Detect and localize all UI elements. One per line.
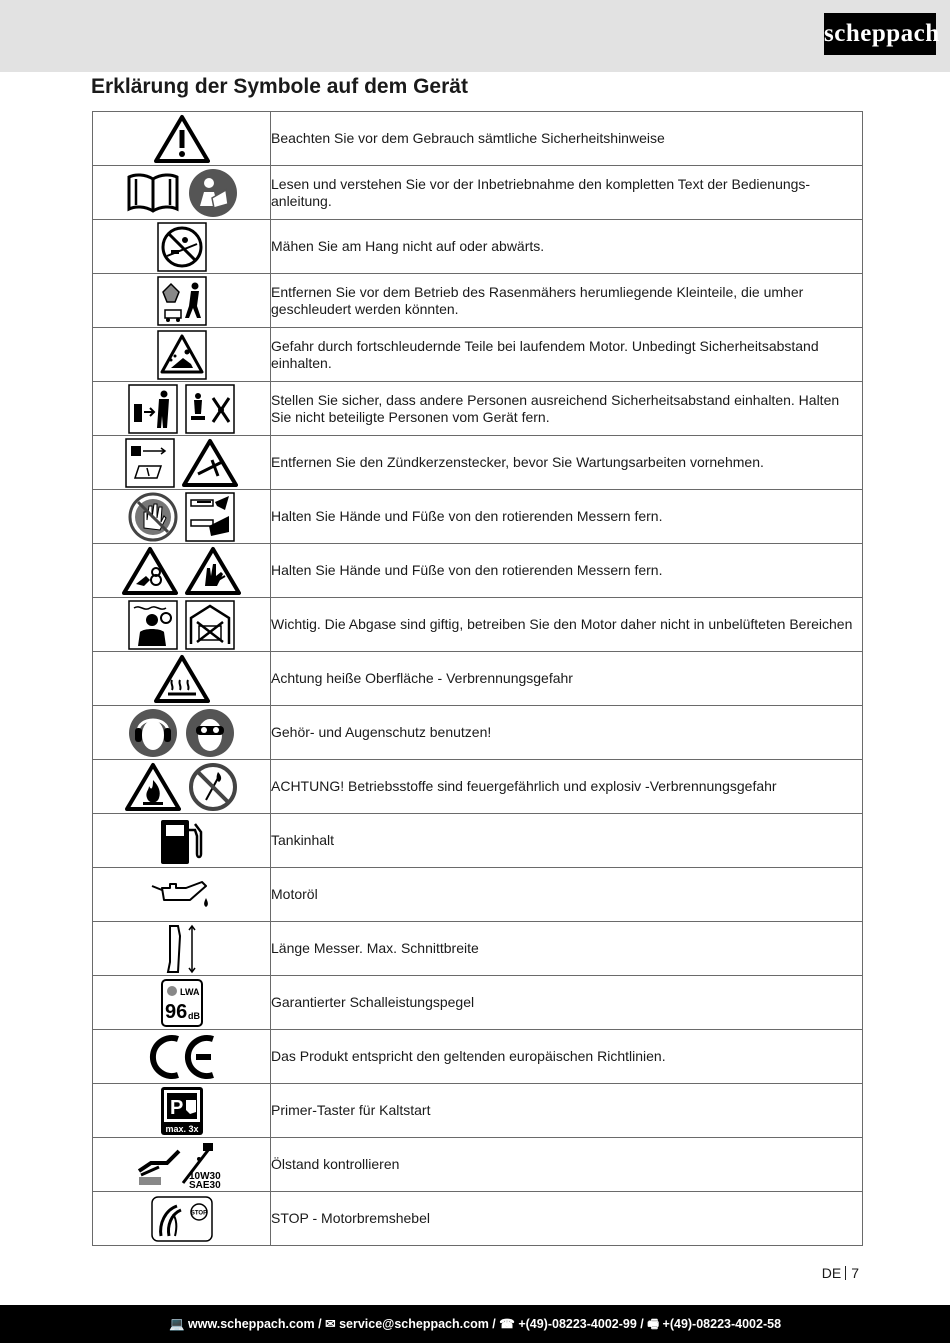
symbol-description: Lesen und verstehen Sie vor der Inbetriebnahme den kompletten Text der Bedienungs-anleitung. — [271, 166, 863, 220]
safety-distance-icon — [128, 384, 178, 434]
maintenance-warning-icon — [182, 438, 238, 488]
table-row — [93, 976, 863, 1030]
email-link[interactable]: service@scheppach.com — [339, 1317, 489, 1331]
symbol-description: Das Produkt entspricht den geltenden europäischen Richtlinien. — [271, 1030, 863, 1084]
symbol-cell — [93, 1138, 271, 1192]
table-row — [93, 868, 863, 922]
lwa-label: LWA — [179, 986, 199, 997]
page-language: DE — [821, 1265, 842, 1281]
table-row — [93, 220, 863, 274]
table-row — [93, 328, 863, 382]
symbol-description: Ölstand kontrollieren — [271, 1138, 863, 1192]
stop-label: STOP — [190, 1210, 207, 1216]
computer-icon: 💻 — [168, 1317, 185, 1331]
fuel-pump-icon — [159, 816, 205, 866]
fax-number: +(49)-08223-4002-58 — [662, 1317, 782, 1331]
primer-letter: P — [169, 1096, 183, 1119]
symbol-cell — [93, 814, 271, 868]
table-row — [93, 166, 863, 220]
symbol-cell — [93, 652, 271, 706]
footer-separator: / — [314, 1317, 326, 1331]
table-row — [93, 544, 863, 598]
table-row — [93, 760, 863, 814]
foot-blade-warning-icon — [122, 546, 178, 596]
table-row — [93, 1030, 863, 1084]
table-row — [93, 436, 863, 490]
sound-value: 96 — [164, 1000, 187, 1023]
table-row — [93, 652, 863, 706]
symbol-description: Beachten Sie vor dem Gebrauch sämtliche Sicherheitshinweise — [271, 112, 863, 166]
symbol-cell — [93, 922, 271, 976]
keep-people-away-icon — [185, 384, 235, 434]
no-indoor-use-icon — [185, 600, 235, 650]
symbol-description: Stellen Sie sicher, dass andere Personen ausreichend Sicherheitsabstand einhalten. Halten Sie nicht beteiligte Personen vom Gerät fern. — [271, 382, 863, 436]
symbol-description: Motoröl — [271, 868, 863, 922]
spark-plug-manual-icon — [125, 438, 175, 488]
symbol-cell — [93, 868, 271, 922]
remove-debris-icon — [157, 276, 207, 326]
symbol-description: Primer-Taster für Kaltstart — [271, 1084, 863, 1138]
symbol-cell — [93, 598, 271, 652]
page-number-divider — [845, 1266, 846, 1280]
no-open-flame-icon — [188, 762, 238, 812]
symbol-cell — [93, 1192, 271, 1246]
page-title: Erklärung der Symbole auf dem Gerät — [91, 75, 468, 98]
open-book-icon — [125, 171, 181, 215]
table-row — [93, 922, 863, 976]
hot-surface-warning-icon — [154, 654, 210, 704]
ce-mark-icon — [147, 1032, 217, 1082]
symbol-cell — [93, 1030, 271, 1084]
symbol-description: Länge Messer. Max. Schnittbreite — [271, 922, 863, 976]
mail-icon: ✉ — [325, 1317, 336, 1331]
primer-button-icon — [160, 1086, 204, 1136]
primer-max: max. 3x — [164, 1123, 199, 1134]
symbol-cell — [93, 976, 271, 1030]
symbol-cell — [93, 760, 271, 814]
oil-level-icon — [137, 1141, 227, 1189]
table-row — [93, 1192, 863, 1246]
table-row — [93, 112, 863, 166]
symbol-description: ACHTUNG! Betriebsstoffe sind feuergefährlich und explosiv -Verbrennungsgefahr — [271, 760, 863, 814]
table-row — [93, 598, 863, 652]
page-number — [822, 1265, 859, 1281]
symbol-cell — [93, 112, 271, 166]
sound-power-icon — [161, 979, 203, 1027]
symbol-cell — [93, 544, 271, 598]
flying-parts-warning-icon — [157, 330, 207, 380]
symbol-description: Wichtig. Die Abgase sind giftig, betreiben Sie den Motor daher nicht in unbelüfteten Bereichen — [271, 598, 863, 652]
symbol-description: Achtung heiße Oberfläche - Verbrennungsgefahr — [271, 652, 863, 706]
symbol-description: Tankinhalt — [271, 814, 863, 868]
no-hand-icon — [128, 492, 178, 542]
symbol-description: Halten Sie Hände und Füße von den rotierenden Messern fern. — [271, 490, 863, 544]
symbol-cell — [93, 436, 271, 490]
symbol-cell — [93, 706, 271, 760]
table-row — [93, 1084, 863, 1138]
symbol-description: Halten Sie Hände und Füße von den rotierenden Messern fern. — [271, 544, 863, 598]
symbol-cell — [93, 274, 271, 328]
fax-icon: 🖷 — [647, 1317, 660, 1331]
phone-number[interactable]: +(49)-08223-4002-99 — [518, 1317, 637, 1331]
symbol-cell — [93, 220, 271, 274]
symbol-description: Entfernen Sie vor dem Betrieb des Rasenmähers herumliegende Kleinteile, die umher geschleudert werden könnten. — [271, 274, 863, 328]
footer-separator: / — [636, 1317, 648, 1331]
symbol-cell — [93, 328, 271, 382]
symbol-cell — [93, 166, 271, 220]
symbol-description: Garantierter Schalleistungspegel — [271, 976, 863, 1030]
footer-bar — [0, 1305, 950, 1343]
table-row — [93, 382, 863, 436]
ear-protection-icon — [128, 708, 178, 758]
symbol-description: Mähen Sie am Hang nicht auf oder abwärts. — [271, 220, 863, 274]
table-row — [93, 490, 863, 544]
stop-lever-icon — [151, 1196, 213, 1242]
table-row — [93, 706, 863, 760]
toxic-fumes-icon — [128, 600, 178, 650]
symbol-description: STOP - Motorbremshebel — [271, 1192, 863, 1246]
oil-grade-1: 10W30 — [188, 1170, 221, 1182]
warning-triangle-icon — [154, 114, 210, 164]
symbol-description: Gehör- und Augenschutz benutzen! — [271, 706, 863, 760]
symbol-description: Gefahr durch fortschleudernde Teile bei laufendem Motor. Unbedingt Sicherheitsabstand einhalten. — [271, 328, 863, 382]
blade-length-icon — [162, 924, 202, 974]
table-row — [93, 274, 863, 328]
hand-blade-warning-icon — [185, 546, 241, 596]
page-number-value: 7 — [851, 1265, 859, 1281]
read-manual-icon — [188, 168, 238, 218]
oil-can-icon — [150, 878, 214, 912]
symbol-cell — [93, 490, 271, 544]
table-row — [93, 814, 863, 868]
symbol-description: Entfernen Sie den Zündkerzenstecker, bevor Sie Wartungsarbeiten vornehmen. — [271, 436, 863, 490]
hands-feet-blade-icon — [185, 492, 235, 542]
flammable-warning-icon — [125, 762, 181, 812]
symbol-table — [92, 111, 863, 1246]
scheppach-logo[interactable]: scheppach — [824, 13, 936, 55]
header-bar — [0, 0, 950, 72]
no-slope-mowing-icon — [157, 222, 207, 272]
sound-unit: dB — [187, 1010, 200, 1021]
footer-separator: / — [488, 1317, 500, 1331]
symbol-cell — [93, 1084, 271, 1138]
phone-icon: ☎ — [499, 1317, 515, 1331]
symbol-cell — [93, 382, 271, 436]
website-link[interactable]: www.scheppach.com — [188, 1317, 315, 1331]
eye-protection-icon — [185, 708, 235, 758]
oil-grade-2: SAE30 — [188, 1179, 221, 1189]
table-row — [93, 1138, 863, 1192]
